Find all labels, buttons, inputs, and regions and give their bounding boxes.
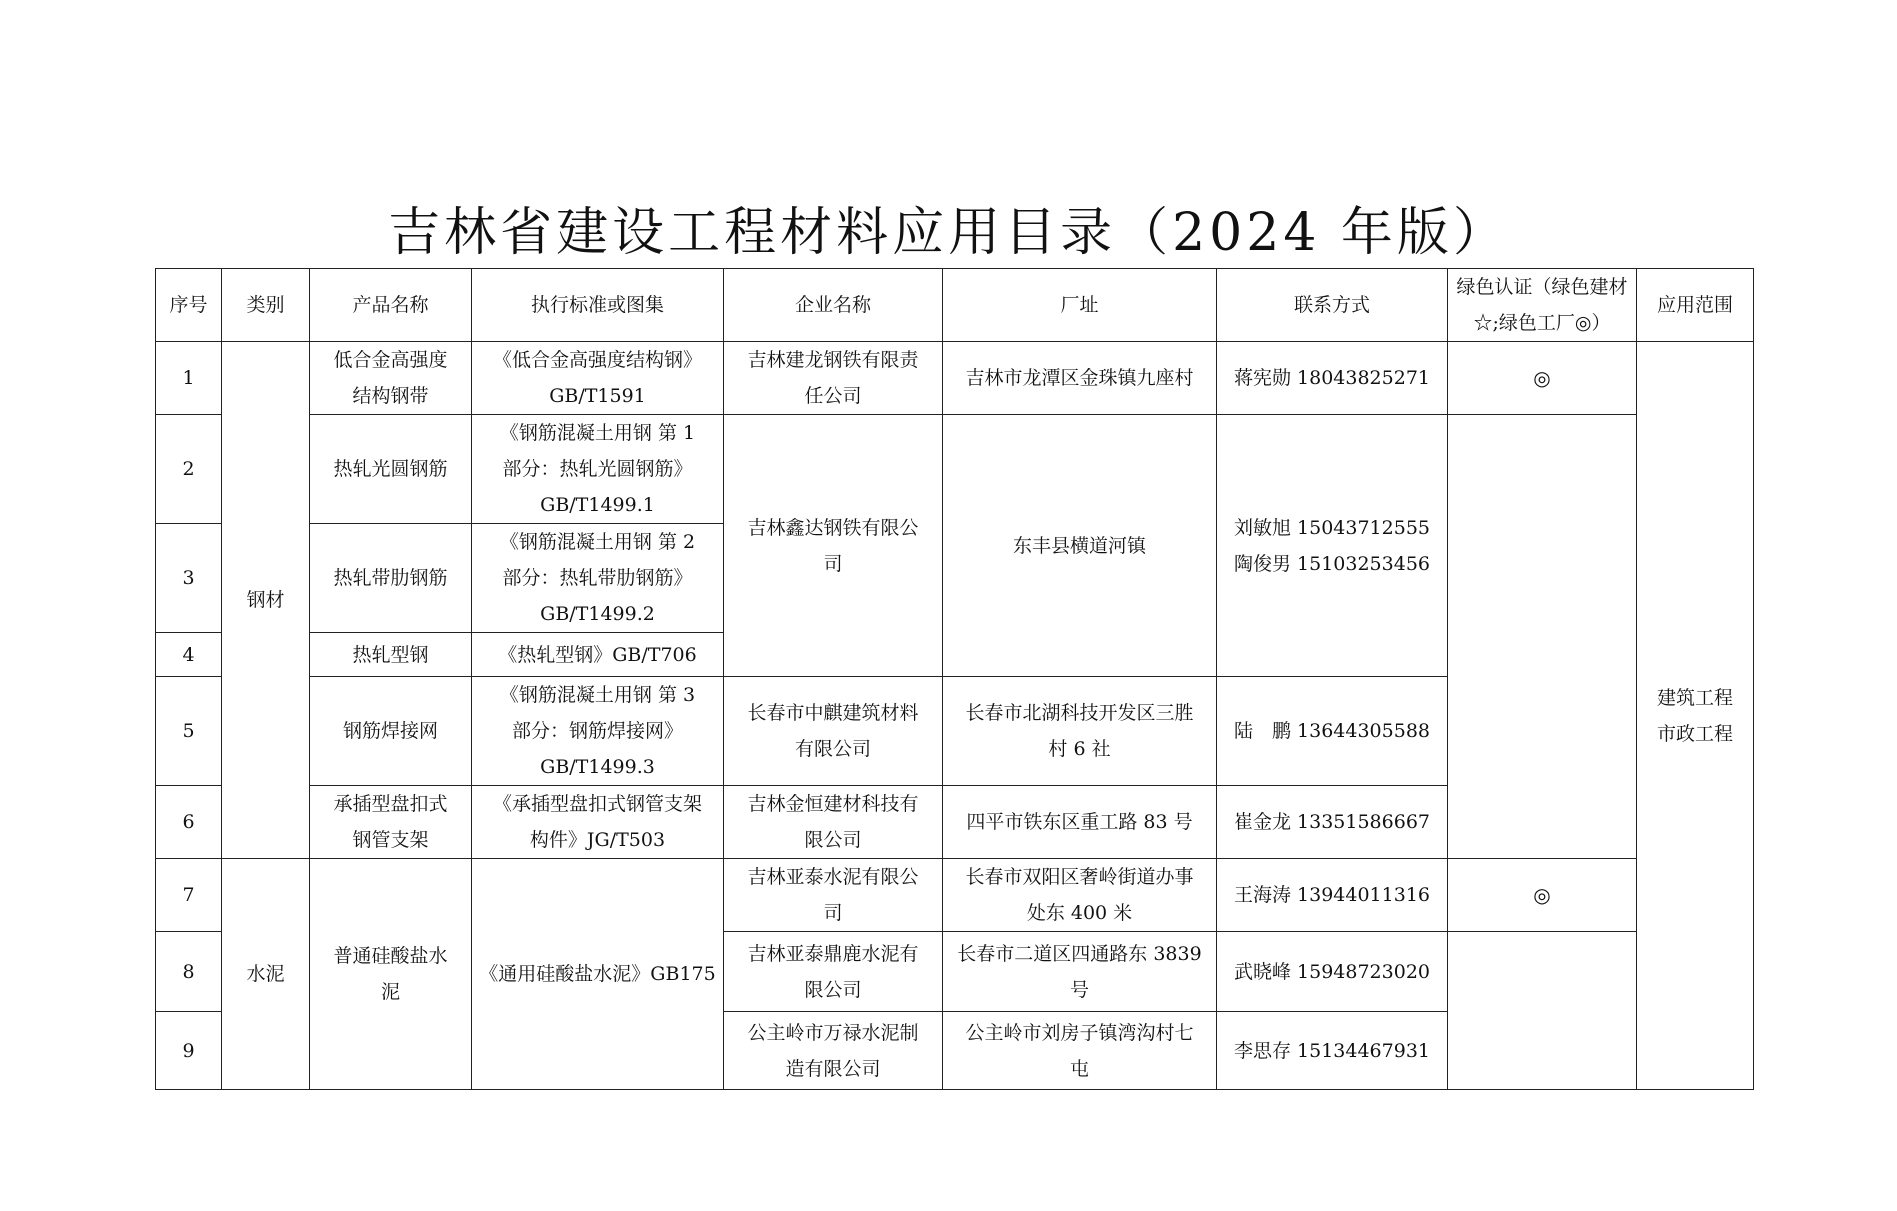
materials-table	[155, 268, 1754, 1090]
page-title: 吉林省建设工程材料应用目录（2024 年版）	[388, 203, 1509, 263]
header-company: 企业名称	[724, 269, 943, 342]
company-cell: 公主岭市万禄水泥制 造有限公司	[724, 1012, 943, 1090]
green-factory-mark: ◎	[1448, 859, 1637, 932]
header-row	[156, 269, 1754, 342]
header-product: 产品名称	[310, 269, 472, 342]
standard-cell: 《承插型盘扣式钢管支架 构件》JG/T503	[472, 786, 724, 859]
contact-cell: 武晓峰 15948723020	[1217, 932, 1448, 1012]
contact-cell: 刘敏旭 15043712555 陶俊男 15103253456	[1217, 415, 1448, 677]
seq-cell: 1	[156, 342, 222, 415]
company-cell: 吉林亚泰鼎鹿水泥有 限公司	[724, 932, 943, 1012]
table-row	[156, 859, 1754, 932]
green-factory-mark: ◎	[1448, 342, 1637, 415]
seq-cell: 9	[156, 1012, 222, 1090]
product-cell: 普通硅酸盐水 泥	[310, 859, 472, 1090]
standard-cell: 《热轧型钢》GB/T706	[472, 633, 724, 677]
address-cell: 吉林市龙潭区金珠镇九座村	[943, 342, 1217, 415]
seq-cell: 2	[156, 415, 222, 524]
table-row	[156, 342, 1754, 415]
company-cell: 吉林亚泰水泥有限公 司	[724, 859, 943, 932]
scope-cell: 建筑工程 市政工程	[1637, 342, 1754, 1090]
seq-cell: 4	[156, 633, 222, 677]
contact-cell: 蒋宪勋 18043825271	[1217, 342, 1448, 415]
category-cell-steel: 钢材	[222, 342, 310, 859]
green-cell-empty	[1448, 932, 1637, 1090]
table-row	[156, 415, 1754, 524]
seq-cell: 6	[156, 786, 222, 859]
product-cell: 热轧光圆钢筋	[310, 415, 472, 524]
address-cell: 长春市二道区四通路东 3839 号	[943, 932, 1217, 1012]
seq-cell: 3	[156, 524, 222, 633]
header-contact: 联系方式	[1217, 269, 1448, 342]
seq-cell: 8	[156, 932, 222, 1012]
header-green: 绿色认证（绿色建材☆;绿色工厂◎）	[1448, 269, 1637, 342]
address-cell: 长春市北湖科技开发区三胜 村 6 社	[943, 677, 1217, 786]
product-cell: 低合金高强度 结构钢带	[310, 342, 472, 415]
green-cell-empty	[1448, 415, 1637, 859]
product-cell: 承插型盘扣式 钢管支架	[310, 786, 472, 859]
header-scope: 应用范围	[1637, 269, 1754, 342]
contact-cell: 陆 鹏 13644305588	[1217, 677, 1448, 786]
standard-cell: 《钢筋混凝土用钢 第 3 部分：钢筋焊接网》 GB/T1499.3	[472, 677, 724, 786]
header-seq: 序号	[156, 269, 222, 342]
company-cell: 长春市中麒建筑材料 有限公司	[724, 677, 943, 786]
product-cell: 热轧带肋钢筋	[310, 524, 472, 633]
standard-cell: 《低合金高强度结构钢》 GB/T1591	[472, 342, 724, 415]
standard-cell: 《钢筋混凝土用钢 第 2 部分：热轧带肋钢筋》 GB/T1499.2	[472, 524, 724, 633]
company-cell: 吉林金恒建材科技有 限公司	[724, 786, 943, 859]
category-cell-cement: 水泥	[222, 859, 310, 1090]
header-category: 类别	[222, 269, 310, 342]
standard-cell: 《通用硅酸盐水泥》GB175	[472, 859, 724, 1090]
seq-cell: 7	[156, 859, 222, 932]
contact-cell: 李思存 15134467931	[1217, 1012, 1448, 1090]
standard-cell: 《钢筋混凝土用钢 第 1 部分：热轧光圆钢筋》 GB/T1499.1	[472, 415, 724, 524]
product-cell: 钢筋焊接网	[310, 677, 472, 786]
address-cell: 公主岭市刘房子镇湾沟村七 屯	[943, 1012, 1217, 1090]
company-cell: 吉林鑫达钢铁有限公 司	[724, 415, 943, 677]
product-cell: 热轧型钢	[310, 633, 472, 677]
company-cell: 吉林建龙钢铁有限责 任公司	[724, 342, 943, 415]
address-cell: 长春市双阳区奢岭街道办事 处东 400 米	[943, 859, 1217, 932]
header-standard: 执行标准或图集	[472, 269, 724, 342]
address-cell: 四平市铁东区重工路 83 号	[943, 786, 1217, 859]
seq-cell: 5	[156, 677, 222, 786]
contact-cell: 王海涛 13944011316	[1217, 859, 1448, 932]
address-cell: 东丰县横道河镇	[943, 415, 1217, 677]
header-address: 厂址	[943, 269, 1217, 342]
contact-cell: 崔金龙 13351586667	[1217, 786, 1448, 859]
